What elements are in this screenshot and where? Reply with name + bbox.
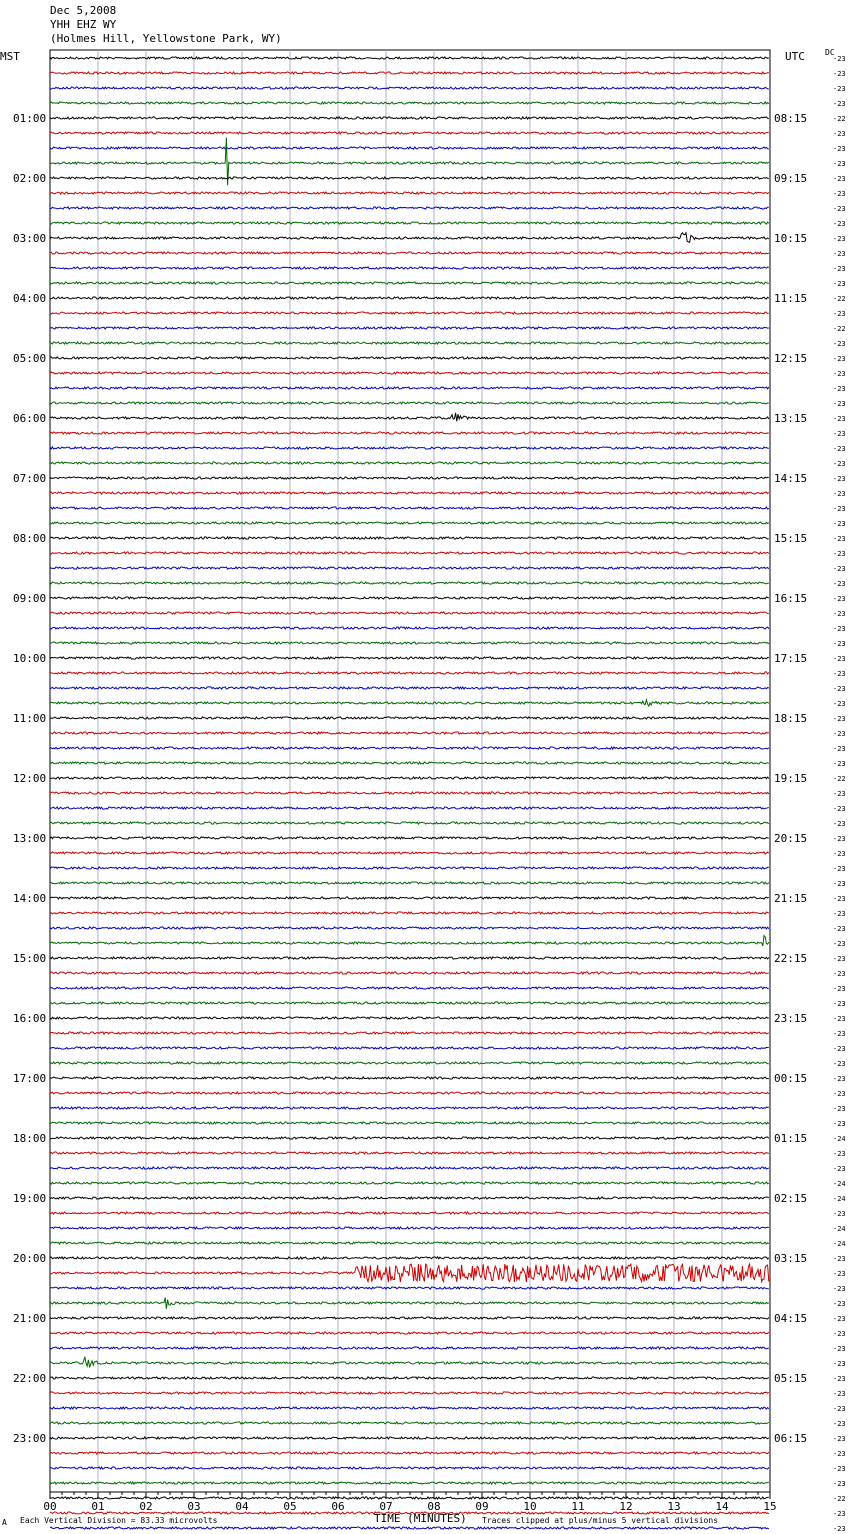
x-tick-label: 04 [235, 1500, 249, 1513]
seismic-trace [50, 1182, 769, 1184]
seismic-trace [50, 72, 769, 74]
utc-hour-label: 06:15 [774, 1432, 808, 1445]
seismic-trace [50, 1257, 769, 1259]
dc-offset-label: -23 [833, 430, 846, 438]
dc-offset-label: -23 [833, 625, 846, 633]
dc-offset-label: -23 [833, 1525, 846, 1533]
utc-hour-label: 14:15 [774, 472, 808, 485]
seismic-trace [50, 1107, 769, 1109]
mst-hour-label: 21:00 [13, 1312, 47, 1325]
dc-offset-label: -23 [833, 1510, 846, 1518]
dc-offset-label: -24 [833, 1225, 846, 1233]
seismic-trace [50, 447, 769, 449]
x-tick-label: 11 [571, 1500, 585, 1513]
dc-offset-label: -23 [833, 100, 846, 108]
dc-offset-label: -23 [833, 580, 846, 588]
seismic-trace [50, 972, 769, 974]
dc-offset-label: -23 [833, 745, 846, 753]
dc-offset-label: -23 [833, 730, 846, 738]
dc-offset-label: -23 [833, 1120, 846, 1128]
seismic-trace [50, 1452, 769, 1454]
seismic-trace [50, 700, 769, 706]
dc-offset-label: -23 [833, 610, 846, 618]
dc-offset-label: -23 [833, 1060, 846, 1068]
seismic-trace [50, 1298, 769, 1309]
dc-offset-label: -23 [833, 955, 846, 963]
dc-offset-label: -23 [833, 910, 846, 918]
seismic-trace [50, 1212, 769, 1214]
utc-hour-label: 05:15 [774, 1372, 808, 1385]
seismic-trace [50, 552, 769, 554]
dc-offset-label: -23 [833, 835, 846, 843]
mst-hour-label: 18:00 [13, 1132, 47, 1145]
dc-offset-label: -23 [833, 670, 846, 678]
seismic-trace [50, 413, 769, 422]
seismic-trace [50, 297, 769, 299]
mst-hour-label: 02:00 [13, 172, 47, 185]
seismic-trace [50, 957, 769, 959]
dc-offset-label: -23 [833, 145, 846, 153]
seismic-trace [50, 1377, 769, 1379]
mst-hour-label: 09:00 [13, 592, 47, 605]
mst-hour-label: 06:00 [13, 412, 47, 425]
dc-offset-label: -23 [833, 460, 846, 468]
seismic-trace [50, 777, 769, 779]
scale-note: Each Vertical Division = 83.33 microvolts [20, 1516, 218, 1525]
dc-offset-label: -23 [833, 1210, 846, 1218]
dc-offset-label: -23 [833, 850, 846, 858]
seismic-trace [50, 612, 769, 614]
seismic-trace [50, 762, 769, 764]
dc-offset-label: -23 [833, 715, 846, 723]
seismic-trace [50, 1167, 769, 1169]
seismic-trace [50, 282, 769, 284]
dc-offset-label: -23 [833, 1390, 846, 1398]
dc-offset-label: -23 [833, 520, 846, 528]
utc-hour-label: 01:15 [774, 1132, 808, 1145]
seismic-trace [50, 927, 769, 929]
dc-offset-label: -24 [833, 1180, 846, 1188]
seismic-trace [50, 1242, 769, 1244]
dc-offset-label: -23 [833, 280, 846, 288]
date-title: Dec 5,2008 [50, 4, 117, 17]
seismic-trace [50, 1264, 769, 1282]
dc-offset-label: -23 [833, 1105, 846, 1113]
dc-offset-label: -23 [833, 535, 846, 543]
dc-offset-label: -23 [833, 1420, 846, 1428]
seismic-trace [50, 747, 769, 749]
utc-hour-label: 04:15 [774, 1312, 808, 1325]
dc-offset-label: -23 [833, 925, 846, 933]
dc-offset-label: -23 [833, 985, 846, 993]
seismic-trace [50, 1392, 769, 1394]
dc-offset-label: -23 [833, 760, 846, 768]
utc-hour-label: 03:15 [774, 1252, 808, 1265]
mst-hour-label: 04:00 [13, 292, 47, 305]
clip-note: Traces clipped at plus/minus 5 vertical divisions [482, 1516, 719, 1525]
x-tick-label: 15 [763, 1500, 777, 1513]
utc-hour-label: 17:15 [774, 652, 808, 665]
utc-hour-label: 23:15 [774, 1012, 808, 1025]
mst-hour-label: 13:00 [13, 832, 47, 845]
dc-offset-label: -23 [833, 1255, 846, 1263]
dc-offset-label: -23 [833, 940, 846, 948]
seismic-trace [50, 1317, 769, 1319]
dc-offset-label: -22 [833, 325, 846, 333]
mst-hour-label: 05:00 [13, 352, 47, 365]
dc-offset-label: -23 [833, 385, 846, 393]
dc-offset-label: -23 [833, 1375, 846, 1383]
dc-offset-label: -23 [833, 685, 846, 693]
utc-hour-label: 22:15 [774, 952, 808, 965]
mst-hour-label: 12:00 [13, 772, 47, 785]
seismic-trace [50, 1062, 769, 1064]
seismic-trace [50, 372, 769, 374]
seismic-trace [50, 672, 769, 674]
seismic-trace [50, 192, 769, 194]
seismic-trace [50, 987, 769, 989]
dc-offset-label: -23 [833, 550, 846, 558]
mst-hour-label: 15:00 [13, 952, 47, 965]
seismic-trace [50, 522, 769, 524]
dc-offset-label: -23 [833, 1450, 846, 1458]
x-tick-label: 03 [187, 1500, 201, 1513]
utc-hour-label: 10:15 [774, 232, 808, 245]
seismic-trace [50, 567, 769, 569]
dc-offset-label: -23 [833, 1045, 846, 1053]
mst-hour-label: 08:00 [13, 532, 47, 545]
mst-hour-label: 01:00 [13, 112, 47, 125]
mst-hour-label: 03:00 [13, 232, 47, 245]
dc-offset-label: -23 [833, 355, 846, 363]
dc-offset-label: -23 [833, 1480, 846, 1488]
seismic-trace [50, 233, 769, 243]
dc-offset-label: -23 [833, 220, 846, 228]
mst-hour-label: 16:00 [13, 1012, 47, 1025]
dc-offset-label: -23 [833, 310, 846, 318]
utc-hour-label: 20:15 [774, 832, 808, 845]
seismic-trace [50, 1137, 769, 1139]
seismic-trace [50, 597, 769, 599]
dc-offset-label: -23 [833, 655, 846, 663]
dc-offset-label: -23 [833, 1015, 846, 1023]
seismic-trace [50, 432, 769, 434]
dc-offset-label: -23 [833, 505, 846, 513]
utc-hour-label: 21:15 [774, 892, 808, 905]
seismic-trace [50, 477, 769, 479]
dc-offset-label: -23 [833, 1150, 846, 1158]
seismic-trace [50, 1047, 769, 1049]
x-tick-label: 13 [667, 1500, 681, 1513]
seismic-trace [50, 267, 769, 269]
x-tick-label: 01 [91, 1500, 105, 1513]
seismic-trace [50, 657, 769, 659]
dc-offset-label: -23 [833, 1030, 846, 1038]
dc-offset-label: -23 [833, 160, 846, 168]
dc-offset-label: -23 [833, 820, 846, 828]
utc-hour-label: 15:15 [774, 532, 808, 545]
dc-offset-label: -23 [833, 1285, 846, 1293]
seismic-trace [50, 1357, 769, 1368]
seismic-trace [50, 342, 769, 344]
dc-offset-label: -23 [833, 865, 846, 873]
seismic-trace [50, 807, 769, 809]
mst-hour-label: 14:00 [13, 892, 47, 905]
seismic-trace [50, 1482, 769, 1484]
dc-offset-label: -22 [833, 295, 846, 303]
dc-offset-label: -23 [833, 415, 846, 423]
seismic-trace [50, 357, 769, 359]
seismic-trace [50, 582, 769, 584]
right-timezone-label: UTC [785, 50, 805, 63]
dc-offset-label: -23 [833, 475, 846, 483]
dc-offset-label: -23 [833, 880, 846, 888]
dc-offset-label: -23 [833, 1000, 846, 1008]
dc-header-label: DC [825, 48, 835, 57]
seismic-trace [50, 912, 769, 914]
seismic-trace [50, 852, 769, 854]
seismic-trace [50, 1287, 769, 1289]
mst-hour-label: 17:00 [13, 1072, 47, 1085]
seismic-trace [50, 1422, 769, 1424]
dc-offset-label: -23 [833, 340, 846, 348]
seismic-trace [50, 1122, 769, 1124]
dc-offset-label: -23 [833, 1090, 846, 1098]
seismic-trace [50, 867, 769, 869]
dc-offset-label: -23 [833, 265, 846, 273]
dc-offset-label: -23 [833, 250, 846, 258]
dc-offset-label: -23 [833, 205, 846, 213]
dc-offset-label: -23 [833, 85, 846, 93]
dc-offset-label: -23 [833, 640, 846, 648]
mst-hour-label: 23:00 [13, 1432, 47, 1445]
seismic-trace [50, 1347, 769, 1349]
dc-offset-label: -23 [833, 370, 846, 378]
dc-offset-label: -22 [833, 115, 846, 123]
utc-hour-label: 19:15 [774, 772, 808, 785]
dc-offset-label: -23 [833, 1315, 846, 1323]
seismic-trace [50, 87, 769, 89]
x-tick-label: 10 [523, 1500, 537, 1513]
x-tick-label: 07 [379, 1500, 393, 1513]
dc-offset-label: -24 [833, 1240, 846, 1248]
dc-offset-label: -23 [833, 1075, 846, 1083]
dc-offset-label: -24 [833, 1195, 846, 1203]
seismic-trace [50, 102, 769, 104]
seismic-trace [50, 57, 769, 59]
x-tick-label: 14 [715, 1500, 729, 1513]
seismic-trace [50, 897, 769, 899]
dc-offset-label: -23 [833, 700, 846, 708]
dc-offset-label: -23 [833, 790, 846, 798]
mst-hour-label: 22:00 [13, 1372, 47, 1385]
x-tick-label: 05 [283, 1500, 297, 1513]
dc-offset-label: -23 [833, 970, 846, 978]
seismic-trace [50, 537, 769, 539]
station-title: YHH EHZ WY [50, 18, 117, 31]
mst-hour-label: 19:00 [13, 1192, 47, 1205]
mst-hour-label: 11:00 [13, 712, 47, 725]
seismic-trace [50, 1017, 769, 1019]
seismic-trace [50, 462, 769, 464]
seismic-trace [50, 1002, 769, 1004]
mst-hour-label: 10:00 [13, 652, 47, 665]
seismic-trace [50, 642, 769, 644]
seismic-trace [50, 837, 769, 839]
x-tick-label: 09 [475, 1500, 489, 1513]
utc-hour-label: 16:15 [774, 592, 808, 605]
seismic-trace [50, 792, 769, 794]
x-tick-label: 12 [619, 1500, 633, 1513]
seismic-trace [50, 687, 769, 689]
dc-offset-label: -23 [833, 1360, 846, 1368]
seismic-trace [50, 327, 769, 329]
seismic-trace [50, 507, 769, 509]
location-title: (Holmes Hill, Yellowstone Park, WY) [50, 32, 282, 45]
dc-offset-label: -24 [833, 1135, 846, 1143]
x-tick-label: 00 [43, 1500, 57, 1513]
utc-hour-label: 09:15 [774, 172, 808, 185]
seismic-trace [50, 177, 769, 179]
dc-offset-label: -23 [833, 565, 846, 573]
dc-offset-label: -23 [833, 1405, 846, 1413]
seismic-trace [50, 1437, 769, 1439]
seismic-trace [50, 207, 769, 209]
x-axis-title: TIME (MINUTES) [374, 1512, 467, 1525]
seismic-trace [50, 1467, 769, 1469]
dc-offset-label: -23 [833, 400, 846, 408]
dc-offset-label: -23 [833, 895, 846, 903]
x-tick-label: 06 [331, 1500, 345, 1513]
seismic-trace [50, 1227, 769, 1229]
dc-offset-label: -23 [833, 1165, 846, 1173]
seismic-trace [50, 1152, 769, 1154]
seismic-trace [50, 1092, 769, 1094]
seismic-trace [50, 492, 769, 494]
dc-offset-label: -23 [833, 445, 846, 453]
seismic-trace [50, 882, 769, 884]
seismic-trace [50, 252, 769, 254]
left-timezone-label: MST [0, 50, 20, 63]
utc-hour-label: 12:15 [774, 352, 808, 365]
x-tick-label: 02 [139, 1500, 153, 1513]
dc-offset-label: -23 [833, 1465, 846, 1473]
dc-offset-label: -23 [833, 70, 846, 78]
x-tick-label: 08 [427, 1500, 441, 1513]
utc-hour-label: 11:15 [774, 292, 808, 305]
seismic-trace [50, 732, 769, 734]
mst-hour-label: 07:00 [13, 472, 47, 485]
seismic-trace [50, 1497, 769, 1499]
seismic-trace [50, 1407, 769, 1409]
dc-offset-label: -22 [833, 1495, 846, 1503]
seismic-trace [50, 1197, 769, 1199]
dc-offset-label: -23 [833, 490, 846, 498]
seismic-trace [50, 1332, 769, 1334]
utc-hour-label: 18:15 [774, 712, 808, 725]
dc-offset-label: -22 [833, 775, 846, 783]
seismic-trace [50, 147, 769, 149]
utc-hour-label: 13:15 [774, 412, 808, 425]
dc-offset-label: -23 [833, 1345, 846, 1353]
dc-offset-label: -23 [833, 1270, 846, 1278]
dc-offset-label: -23 [833, 1435, 846, 1443]
seismic-trace [50, 822, 769, 824]
seismic-trace [50, 222, 769, 224]
dc-offset-label: -23 [833, 805, 846, 813]
seismic-trace [50, 1077, 769, 1079]
utc-hour-label: 00:15 [774, 1072, 808, 1085]
dc-offset-label: -23 [833, 1330, 846, 1338]
seismic-trace [50, 936, 769, 947]
dc-offset-label: -23 [833, 235, 846, 243]
seismic-trace [50, 1527, 769, 1529]
dc-offset-label: -23 [833, 55, 846, 63]
seismic-trace [50, 627, 769, 629]
dc-offset-label: -23 [833, 175, 846, 183]
seismic-trace [50, 312, 769, 314]
dc-offset-label: -23 [833, 130, 846, 138]
dc-offset-label: -23 [833, 595, 846, 603]
seismic-trace [50, 1032, 769, 1034]
footer-marker: A [2, 1518, 7, 1527]
mst-hour-label: 20:00 [13, 1252, 47, 1265]
seismic-trace [50, 132, 769, 134]
seismic-trace [50, 717, 769, 719]
seismic-trace [50, 387, 769, 389]
utc-hour-label: 02:15 [774, 1192, 808, 1205]
dc-offset-label: -23 [833, 190, 846, 198]
dc-offset-label: -23 [833, 1300, 846, 1308]
seismic-trace [50, 117, 769, 119]
seismic-trace [50, 402, 769, 404]
utc-hour-label: 08:15 [774, 112, 808, 125]
